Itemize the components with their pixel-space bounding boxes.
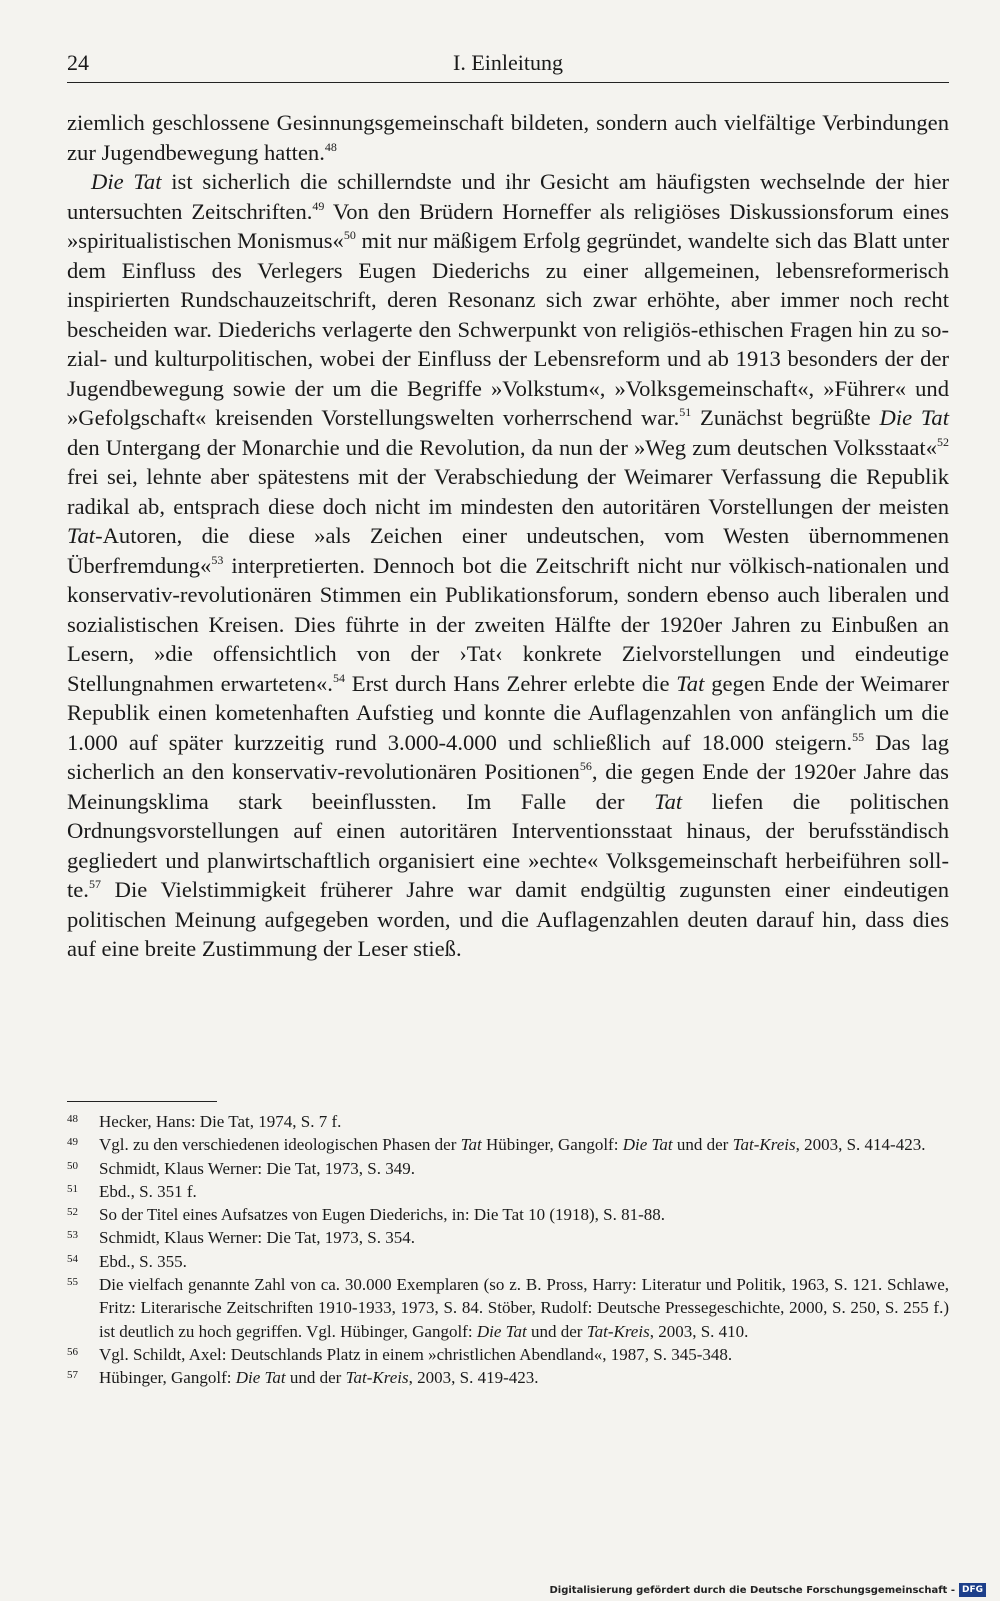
footnote xyxy=(67,1203,949,1226)
italic-title: Die Tat xyxy=(235,1368,286,1388)
text-run: mit nur mäßigem Erfolg gegründet, wandelte sich das Blatt unter dem Einfluss des Verlegers Eugen Diederichs zu einer allgemeinen, lebensreformerisch inspirierten Rundschauzeitschrift, deren Resonanz sich zwar erhöhte, aber immer noch recht bescheiden war. Diederichs verlagerte den Schwerpunkt von religiös-ethischen Fragen hin zu sozial- und kulturpolitischen, wobei der Einfluss der Lebensreform und ab 1913 besonders der der Jugendbewegung sowie der um die Begriffe »Volkstum«, »Volksgemeinschaft«, »Führer« und »Gefolgschaft« kreisenden Vorstellungswelten vorherrschend war. xyxy=(67,228,949,430)
footnote-number: 50 xyxy=(67,1159,78,1172)
funding-credit: Digitalisierung gefördert durch die Deutsche Forschungsgemeinschaft - xyxy=(549,1584,955,1596)
text-run: und der xyxy=(526,1321,587,1341)
text-run: , 2003, S. 414-423. xyxy=(795,1135,926,1155)
italic-title: Tat xyxy=(460,1135,482,1155)
text-run: -Autoren, die diese »als Zeichen einer undeutschen, vom Westen übernommenen Überfremdung« xyxy=(67,523,949,578)
body-text xyxy=(67,108,949,964)
italic-title: Die Tat xyxy=(476,1321,527,1341)
text-run: , 2003, S. 419-423. xyxy=(408,1368,539,1388)
dfg-logo: DFG xyxy=(959,1583,986,1597)
footnote-number: 52 xyxy=(67,1206,78,1219)
text-run: Erst durch Hans Zehrer erlebte die xyxy=(344,670,677,696)
footnote-reference: 50 xyxy=(343,228,356,242)
footnote-reference: 56 xyxy=(579,759,592,773)
text-run: frei sei, lehnte aber spätestens mit der Verabschiedung der Weimarer Verfassung die Republik radikal ab, entsprach diese doch nicht im mindesten den autoritären Vorstellungen der meisten xyxy=(67,464,949,519)
footnote-reference: 54 xyxy=(332,670,345,685)
text-run: So der Titel eines Aufsatzes von Eugen Diederichs, in: Die Tat 10 (1918), S. 81-88. xyxy=(99,1205,666,1225)
footnote-number: 56 xyxy=(67,1345,78,1358)
footnote xyxy=(67,1180,949,1203)
footnote-reference: 57 xyxy=(88,877,101,891)
text-run: Die vielfach genannte Zahl von ca. 30.000 Exemplaren (so z. B. Pross, Harry: Literatur und Politik, 1963, S. 121. Schlawe, Fritz: Literarische Zeitschriften 1910-1933, 1973, S. 84. Stöber, Rudolf: Deutsche Pressegeschichte, 2000, S. 250, S. 255 f.) ist deutlich zu hoch gegriffen. Vgl. Hübinger, Gangolf: xyxy=(99,1275,949,1341)
italic-title: Die Tat xyxy=(91,169,162,194)
footnote xyxy=(67,1157,949,1180)
text-run: Vgl. zu den verschiedenen ideologischen Phasen der xyxy=(99,1135,461,1155)
text-run: Von den Brüdern Horneffer als religiöses Diskussionsforum eines »spiritualistischen Monismus« xyxy=(67,198,949,253)
footnote xyxy=(67,1250,949,1273)
text-run: und der xyxy=(285,1368,346,1388)
text-run: , die gegen Ende der 1920er Jahre das Meinungsklima stark beeinflussten. Im Falle der xyxy=(67,759,949,814)
footnote-reference: 52 xyxy=(937,434,949,449)
footnote xyxy=(67,1273,949,1343)
text-run: den Untergang der Monarchie und die Revolution, da nun der »Weg zum deutschen Volksstaat« xyxy=(67,434,937,460)
text-run: Schmidt, Klaus Werner: Die Tat, 1973, S. 354. xyxy=(99,1228,416,1248)
text-run: interpretierten. Dennoch bot die Zeitschrift nicht nur völkisch-nationalen und konservativ-revolutionären Stimmen ein Publikationsforum, sondern ebenso auch liberalen und sozialistischen Kreisen. Dies führte in der zweiten Hälfte der 1920er Jahren zu Einbußen an Lesern, »die offensichtlich von der ›Tat‹ konkrete Zielvorstellungen und eindeutige Stellungnahmen erwarteten«. xyxy=(67,552,949,696)
text-run: , 2003, S. 410. xyxy=(649,1321,749,1341)
footnote-number: 53 xyxy=(67,1229,78,1242)
footnotes xyxy=(67,1110,949,1390)
footnote-separator xyxy=(67,1101,217,1102)
text-run: Schmidt, Klaus Werner: Die Tat, 1973, S. 349. xyxy=(99,1158,416,1178)
page-footer xyxy=(549,1582,986,1598)
italic-title: Tat-Kreis xyxy=(732,1135,796,1155)
footnote xyxy=(67,1133,949,1156)
body-paragraph xyxy=(67,167,949,964)
text-run: Das lag sicherlich an den konservativ-revolutionären Positionen xyxy=(67,729,949,784)
footnote xyxy=(67,1110,949,1133)
footnote-reference: 51 xyxy=(679,405,692,419)
footnote-reference: 49 xyxy=(312,198,325,213)
footnote xyxy=(67,1343,949,1366)
page-header xyxy=(67,50,949,83)
footnote-reference: 55 xyxy=(852,729,865,744)
running-head: I. Einleitung xyxy=(453,50,563,75)
footnote-number: 57 xyxy=(67,1369,78,1382)
italic-title: Tat-Kreis xyxy=(345,1368,409,1388)
footnote-reference: 53 xyxy=(211,552,224,567)
italic-title: Die Tat xyxy=(622,1135,673,1155)
text-run: ziemlich geschlossene Gesinnungsgemeinschaft bildeten, sondern auch vielfältige Verbindungen zur Jugendbewegung hatten. xyxy=(67,110,949,165)
footnote-reference: 48 xyxy=(324,139,337,154)
text-run: Hübinger, Gangolf: xyxy=(99,1368,236,1388)
text-run: Hecker, Hans: Die Tat, 1974, S. 7 f. xyxy=(99,1112,342,1131)
page-number: 24 xyxy=(67,50,89,75)
text-run: Ebd., S. 351 f. xyxy=(99,1181,197,1201)
footnote-number: 54 xyxy=(67,1252,78,1265)
text-run: Hübinger, Gangolf: xyxy=(481,1135,623,1155)
text-run: und der xyxy=(672,1135,733,1155)
footnote-number: 51 xyxy=(67,1182,78,1195)
body-paragraph xyxy=(67,108,949,167)
footnote xyxy=(67,1366,949,1389)
text-run: gegen Ende der Weimarer Republik einen kometenhaften Aufstieg und konnte die Auflagenzahlen von anfänglich um die 1.000 auf später kurzzeitig rund 3.000-4.000 und schließlich auf 18.000 steigern. xyxy=(67,670,950,755)
text-run: Vgl. Schildt, Axel: Deutschlands Platz in einem »christlichen Abendland«, 1987, S. 345-348. xyxy=(99,1344,733,1364)
text-run: ist sicherlich die schillerndste und ihr Gesicht am häufigsten wechselnde der hier untersuchten Zeitschriften. xyxy=(67,169,949,224)
footnote-number: 48 xyxy=(67,1113,78,1125)
italic-title: Tat-Kreis xyxy=(586,1321,650,1341)
text-run: Ebd., S. 355. xyxy=(99,1251,187,1271)
footnote-number: 49 xyxy=(67,1136,78,1149)
text-run: liefen die politischen Ordnungsvorstellungen auf einen autoritären Interventionsstaat hinaus, der berufsständisch gegliedert und planwirtschaftlich organisiert eine »echte« Volksgemeinschaft herbeiführen sollte. xyxy=(67,788,950,902)
footnote xyxy=(67,1226,949,1249)
text-run: Die Vielstimmigkeit früherer Jahre war damit endgültig zugunsten einer eindeutigen politischen Meinung aufgegeben worden, und die Auflagenzahlen deuten darauf hin, dass dies auf eine breite Zustimmung der Leser stieß. xyxy=(67,877,949,961)
footnote-number: 55 xyxy=(67,1276,78,1289)
italic-title: Tat xyxy=(654,788,683,814)
text-run: Zunächst begrüßte xyxy=(691,405,880,430)
italic-title: Die Tat xyxy=(879,405,949,430)
italic-title: Tat xyxy=(67,523,96,548)
italic-title: Tat xyxy=(676,670,705,696)
